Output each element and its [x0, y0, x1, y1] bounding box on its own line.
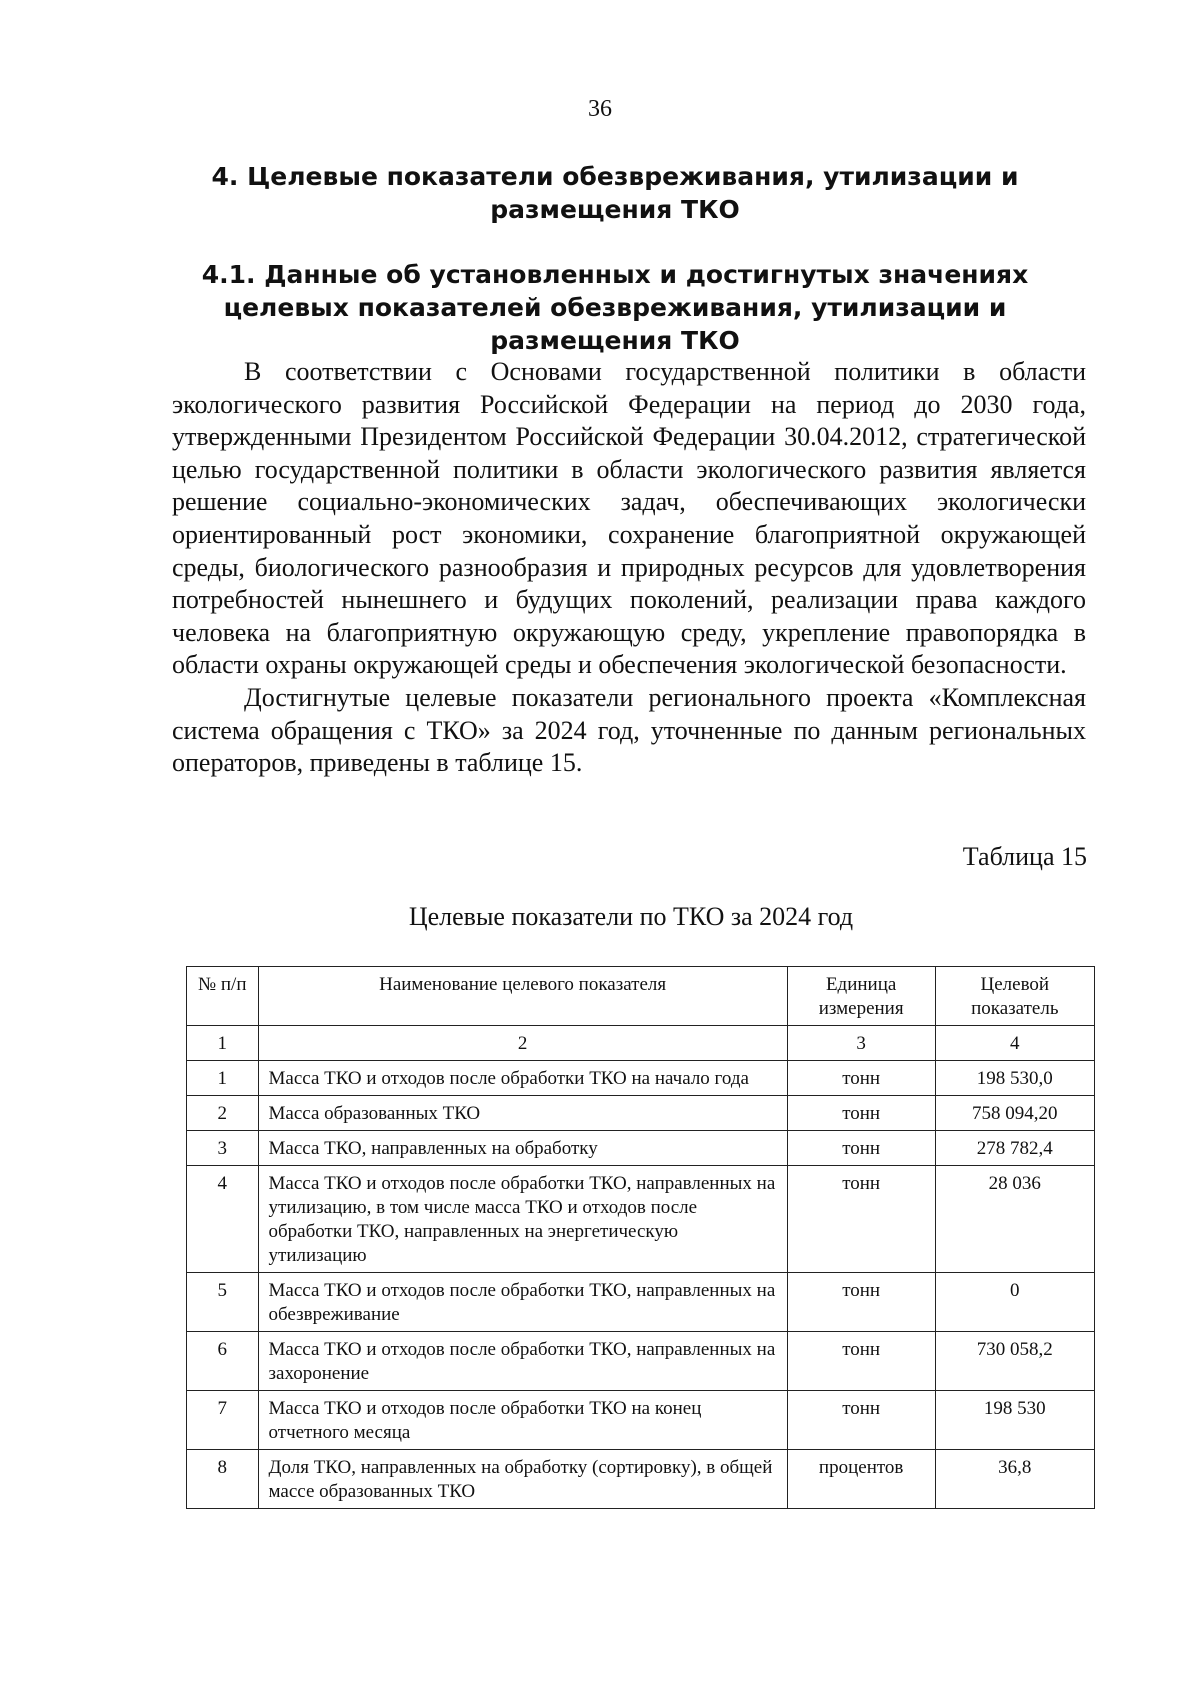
column-number-cell: 3: [787, 1026, 935, 1061]
column-number-cell: 1: [187, 1026, 259, 1061]
table-row: [187, 1332, 1095, 1391]
target-value-cell: 28 036: [935, 1166, 1094, 1273]
table-row: [187, 1131, 1095, 1166]
row-number-cell: 6: [187, 1332, 259, 1391]
row-number-cell: 1: [187, 1061, 259, 1096]
row-number-cell: 4: [187, 1166, 259, 1273]
unit-cell: тонн: [787, 1096, 935, 1131]
target-value-cell: 730 058,2: [935, 1332, 1094, 1391]
unit-cell: тонн: [787, 1391, 935, 1450]
table-row: [187, 1166, 1095, 1273]
header-cell: Наименование целевого показателя: [258, 967, 787, 1026]
table-header-row: [187, 967, 1095, 1026]
unit-cell: тонн: [787, 1131, 935, 1166]
section-heading: 4. Целевые показатели обезвреживания, утилизации и размещения ТКО: [211, 162, 1019, 224]
unit-cell: тонн: [787, 1332, 935, 1391]
table-row: [187, 1061, 1095, 1096]
header-cell: Единица измерения: [787, 967, 935, 1026]
targets-table: [186, 966, 1095, 1509]
paragraph: В соответствии с Основами государственной политики в области экологического развития Российской Федерации на период до 2030 года, утвержденными Президентом Российской Федерации 30.04.2012, стратегической целью государственной политики в области экологического развития является решение социально-экономических задач, обеспечивающих экологически ориентированный рост экономики, сохранение благоприятной окружающей среды, биологического разнообразия и природных ресурсов для удовлетворения потребностей нынешнего и будущих поколений, реализации права каждого человека на благоприятную окружающую среду, укрепление правопорядка в области охраны окружающей среды и обеспечения экологической безопасности.: [172, 357, 1086, 680]
table-row: [187, 1273, 1095, 1332]
row-number-cell: 3: [187, 1131, 259, 1166]
indicator-name-cell: Масса ТКО и отходов после обработки ТКО, направленных на обезвреживание: [258, 1273, 787, 1332]
indicator-name-cell: Доля ТКО, направленных на обработку (сортировку), в общей массе образованных ТКО: [258, 1450, 787, 1509]
table-row: [187, 1450, 1095, 1509]
target-value-cell: 0: [935, 1273, 1094, 1332]
paragraph: Достигнутые целевые показатели регионального проекта «Комплексная система обращения с ТКО» за 2024 год, уточненные по данным региональных операторов, приведены в таблице 15.: [172, 682, 1086, 778]
unit-cell: тонн: [787, 1061, 935, 1096]
table-caption: Целевые показатели по ТКО за 2024 год: [408, 902, 854, 931]
subsection-heading: 4.1. Данные об установленных и достигнутых значениях целевых показателей обезвреживания, утилизации и размещения ТКО: [201, 260, 1029, 355]
page-number: 36: [588, 96, 612, 122]
table-row: [187, 1391, 1095, 1450]
body-text: [172, 356, 1086, 780]
indicator-name-cell: Масса ТКО и отходов после обработки ТКО, направленных на захоронение: [258, 1332, 787, 1391]
row-number-cell: 7: [187, 1391, 259, 1450]
table-label: Таблица 15: [962, 842, 1087, 871]
target-value-cell: 198 530: [935, 1391, 1094, 1450]
column-number-cell: 2: [258, 1026, 787, 1061]
header-cell: № п/п: [187, 967, 259, 1026]
target-value-cell: 198 530,0: [935, 1061, 1094, 1096]
indicator-name-cell: Масса ТКО и отходов после обработки ТКО на конец отчетного месяца: [258, 1391, 787, 1450]
indicator-name-cell: Масса ТКО и отходов после обработки ТКО, направленных на утилизацию, в том числе масса ТКО и отходов после обработки ТКО, направленных на энергетическую утилизацию: [258, 1166, 787, 1273]
table-row: [187, 1096, 1095, 1131]
unit-cell: процентов: [787, 1450, 935, 1509]
indicator-name-cell: Масса ТКО, направленных на обработку: [258, 1131, 787, 1166]
row-number-cell: 8: [187, 1450, 259, 1509]
indicator-name-cell: Масса образованных ТКО: [258, 1096, 787, 1131]
unit-cell: тонн: [787, 1166, 935, 1273]
column-number-row: [187, 1026, 1095, 1061]
indicator-name-cell: Масса ТКО и отходов после обработки ТКО на начало года: [258, 1061, 787, 1096]
unit-cell: тонн: [787, 1273, 935, 1332]
row-number-cell: 2: [187, 1096, 259, 1131]
row-number-cell: 5: [187, 1273, 259, 1332]
column-number-cell: 4: [935, 1026, 1094, 1061]
header-cell: Целевой показатель: [935, 967, 1094, 1026]
target-value-cell: 758 094,20: [935, 1096, 1094, 1131]
target-value-cell: 278 782,4: [935, 1131, 1094, 1166]
target-value-cell: 36,8: [935, 1450, 1094, 1509]
